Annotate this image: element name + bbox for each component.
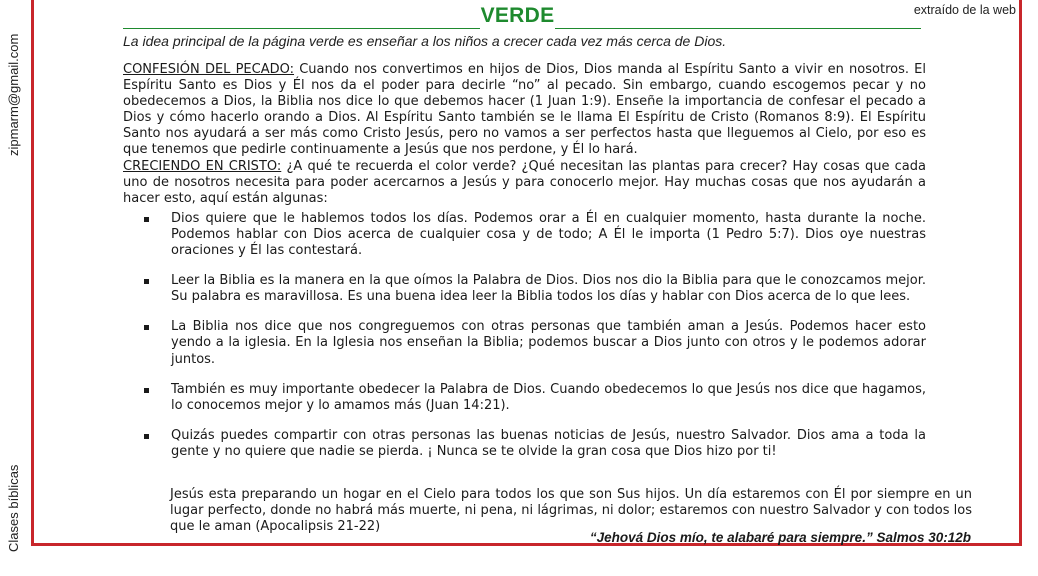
closing-paragraph: Jesús esta preparando un hogar en el Cielo para todos los que son Sus hijos. Un día estaremos con Él por siempre en un lugar perfecto, donde no habrá más muerte, ni pena, ni lágrimas, ni dolor; estaremos con nuestro Salvador y con todos los que le aman (Apocalipsis 21-22)	[170, 487, 972, 535]
list-item: Dios quiere que le hablemos todos los días. Podemos orar a Él en cualquier momento, hasta durante la noche. Podemos hablar con Dios acerca de cualquier cosa y de todo; A Él le importa (1 Pedro 5:7). Dios oye nuestras oraciones y Él las contestará.	[123, 211, 926, 259]
list-item: La Biblia nos dice que nos congreguemos con otras personas que también aman a Jesús. Podemos hacer esto yendo a la iglesia. En la Iglesia nos enseñan la Biblia; podemos buscar a Dios junto con otros y le podemos adorar juntos.	[123, 319, 926, 367]
side-label: Clases bíblicas	[6, 464, 21, 552]
bullet-icon	[144, 388, 149, 393]
list-item: Quizás puedes compartir con otras personas las buenas noticias de Jesús, nuestro Salvador. Dios ama a toda la gente y no quiere que nadie se pierda. ¡ Nunca se te olvide la gran cosa que Dios hizo por ti!	[123, 428, 926, 460]
bullet-icon	[144, 217, 149, 222]
title-line-right	[555, 28, 921, 29]
page-title: VERDE	[480, 4, 555, 27]
list-item: También es muy importante obedecer la Palabra de Dios. Cuando obedecemos lo que Jesús nos dice que hagamos, lo conocemos mejor y lo amamos más (Juan 14:21).	[123, 382, 926, 414]
body-section	[123, 62, 926, 474]
bullet-icon	[144, 434, 149, 439]
growing-list	[123, 211, 926, 460]
intro-text: La idea principal de la página verde es enseñar a los niños a crecer cada vez más cerca de Dios.	[123, 33, 727, 49]
bullet-icon	[144, 325, 149, 330]
confession-text: Cuando nos convertimos en hijos de Dios, Dios manda al Espíritu Santo a vivir en nosotros. El Espíritu Santo es Dios y Él nos da el poder para decirle “no” al pecado. Sin embargo, cuando escogemos pecar y no obedecemos a Dios, la Biblia nos dice lo que debemos hacer (1 Juan 1:9). Enseñe la importancia de confesar el pecado a Dios y cómo hacerlo orando a Dios. Al Espíritu Santo también se le llama El Espíritu de Cristo (Romanos 8:9). El Espíritu Santo nos ayudará a ser más como Cristo Jesús, pero no vamos a ser perfectos hasta que lleguemos al Cielo, por eso es que tenemos que pedirle continuamente a Jesús que nos perdone, y Él lo hará.	[123, 62, 926, 158]
source-note: extraído de la web	[913, 3, 1016, 17]
title-line-left	[123, 28, 480, 29]
verse-quote: “Jehová Dios mío, te alabaré para siempre.” Salmos 30:12b	[589, 530, 971, 545]
growing-text: ¿A qué te recuerda el color verde? ¿Qué necesitan las plantas para crecer? Hay cosas que cada uno de nosotros necesita para poder acercarnos a Jesús y para conocerlo mejor. Hay muchas cosas que nos ayudarán a hacer esto, aquí están algunas:	[123, 158, 926, 206]
bullet-icon	[144, 279, 149, 284]
confession-label: CONFESIÓN DEL PECADO:	[123, 62, 295, 77]
title-row	[123, 4, 921, 30]
list-item: Leer la Biblia es la manera en la que oímos la Palabra de Dios. Dios nos dio la Biblia para que le conozcamos mejor. Su palabra es maravillosa. Es una buena idea leer la Biblia todos los días y hablar con Dios acerca de lo que lees.	[123, 273, 926, 305]
growing-label: CRECIENDO EN CRISTO:	[123, 158, 282, 174]
growing-paragraph	[123, 159, 926, 207]
confession-paragraph	[123, 62, 926, 159]
side-email: zipmarm@gmail.com	[6, 33, 21, 156]
